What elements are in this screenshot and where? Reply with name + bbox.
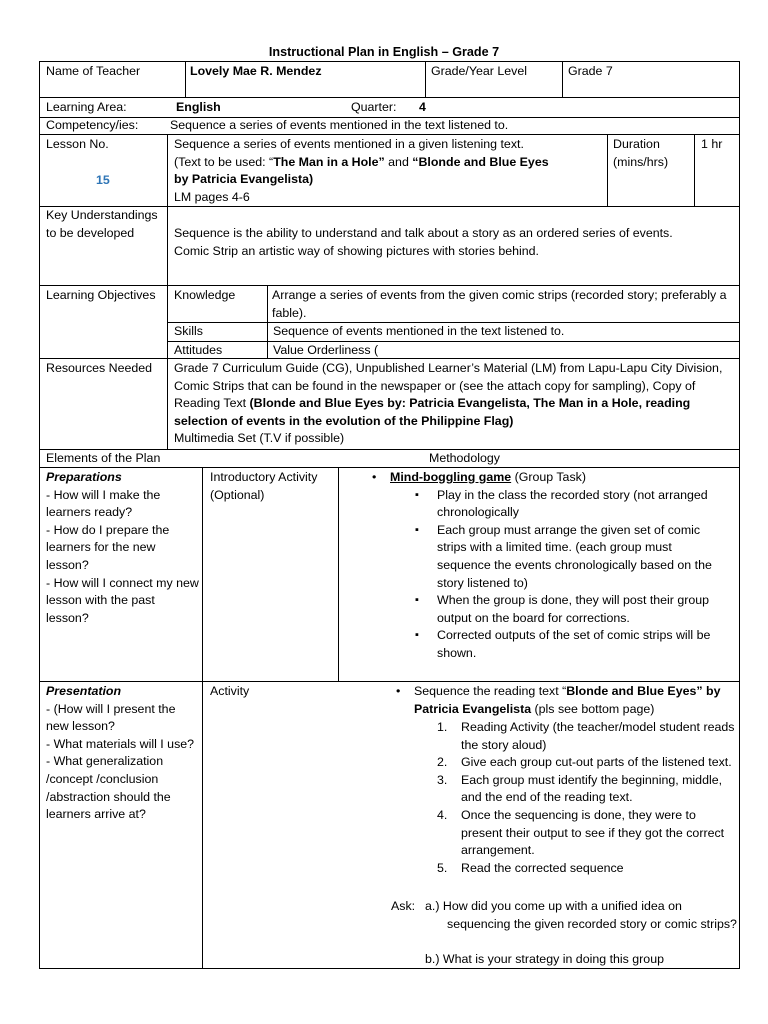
game-step: ▪ When the group is done, they will post their group output on the board for corrections.	[437, 592, 717, 627]
competency-label: Competency/ies:	[46, 118, 139, 132]
preparations-question-1: - How will I make the learners ready?	[46, 487, 161, 520]
activity-content	[414, 683, 736, 718]
game-title: Mind-boggling game	[390, 470, 512, 484]
row-divider	[39, 285, 740, 286]
presentation-column	[46, 683, 199, 824]
teacher-name: Lovely Mae R. Mendez	[190, 64, 322, 78]
column-divider	[185, 61, 186, 97]
activity-step: 4. Once the sequencing is done, they were to present their output to see if they got the correct arrangement.	[437, 807, 725, 858]
sequence-note: (pls see bottom page)	[531, 701, 655, 716]
column-divider	[562, 61, 563, 97]
quarter-value: 4	[419, 100, 426, 114]
competency-value: Sequence a series of events mentioned in the text listened to.	[170, 118, 509, 132]
row-divider	[167, 341, 740, 342]
activity-step: 3. Each group must identify the beginning, middle, and the end of the reading text.	[437, 772, 723, 805]
lesson-label: Lesson No.	[46, 137, 109, 151]
presentation-question-1: - (How will I present the new lesson?	[46, 701, 176, 734]
resources-reading-texts: (Blonde and Blue Eyes by: Patricia Evangelista, The Man in a Hole, reading selection of events in the evolution of the Philippine Flag)	[174, 396, 691, 428]
elements-header: Elements of the Plan	[46, 451, 161, 465]
activity-step: 2. Give each group cut-out parts of the listened text.	[437, 755, 732, 770]
objectives-label: Learning Objectives	[46, 288, 156, 302]
row-divider	[39, 681, 740, 682]
row-divider	[39, 97, 740, 98]
column-divider	[167, 134, 168, 449]
skills-value: Sequence of events mentioned in the text listened to.	[273, 324, 565, 338]
preparations-heading: Preparations	[46, 470, 122, 484]
game-step: ▪ Play in the class the recorded story (not arranged chronologically	[437, 487, 717, 522]
resources-multimedia: Multimedia Set (T.V if possible)	[174, 431, 345, 446]
introductory-activity-label: Introductory Activity (Optional)	[210, 470, 318, 502]
area-value: English	[176, 100, 221, 114]
lesson-text-1: The Man in a Hole”	[273, 154, 385, 169]
column-divider	[202, 467, 203, 969]
game-bullet	[390, 469, 738, 487]
activity-steps	[437, 719, 736, 877]
presentation-question-2: - What materials will I use?	[46, 736, 195, 751]
sequence-bullet	[414, 683, 736, 718]
duration-value: 1 hr	[701, 137, 723, 151]
attitudes-value: Value Orderliness (	[273, 343, 379, 357]
lesson-line-1: Sequence a series of events mentioned in a given listening text.	[174, 137, 524, 151]
document-title: Instructional Plan in English – Grade 7	[268, 45, 500, 59]
lesson-pages: LM pages 4-6	[174, 189, 250, 204]
preparations-column	[46, 469, 199, 627]
attitudes-label: Attitudes	[174, 343, 223, 357]
column-divider	[425, 61, 426, 97]
knowledge-value: Arrange a series of events from the given comic strips (recorded story; preferably a fable).	[272, 288, 727, 320]
introductory-activity-content	[390, 469, 738, 663]
game-step: ▪ Corrected outputs of the set of comic strips will be shown.	[437, 627, 717, 662]
teacher-label: Name of Teacher	[46, 64, 141, 78]
game-subtitle: (Group Task)	[511, 470, 586, 484]
presentation-heading: Presentation	[46, 684, 122, 698]
skills-label: Skills	[174, 324, 203, 338]
column-divider	[267, 285, 268, 358]
ask-question-b: b.) What is your strategy in doing this group	[425, 952, 664, 966]
resources-materials: Grade 7 Curriculum Guide (CG), Unpublished Learner’s Material (LM) from Lapu-Lapu City Division, Comic Strips that can be found in the newspaper or (see the attach copy for sampling), Copy of Reading Text	[174, 361, 723, 411]
methodology-header: Methodology	[429, 451, 500, 465]
lesson-number: 15	[96, 173, 110, 187]
game-step: ▪ Each group must arrange the given set of comic strips with a limited time. (each group must sequence the events chronologically based on the story listened to)	[437, 522, 717, 592]
grade-label: Grade/Year Level	[431, 64, 527, 78]
presentation-question-3: - What generalization /concept /conclusion /abstraction should the learners arrive at?	[46, 754, 171, 822]
activity-step: 5. Read the corrected sequence	[437, 860, 624, 875]
key-understandings-label: Key Understandings to be developed	[46, 208, 158, 240]
key-understanding-2: Comic Strip an artistic way of showing pictures with stories behind.	[174, 243, 539, 258]
preparations-question-2: - How do I prepare the learners for the new lesson?	[46, 522, 170, 572]
row-divider	[39, 358, 740, 359]
lesson-text-and: and	[384, 154, 413, 169]
column-divider	[338, 467, 339, 681]
key-understanding-1: Sequence is the ability to understand and talk about a story as an ordered series of events.	[174, 226, 673, 240]
column-divider	[694, 134, 695, 206]
knowledge-label: Knowledge	[174, 288, 236, 302]
activity-label: Activity	[210, 684, 250, 698]
grade-value: Grade 7	[568, 64, 613, 78]
quarter-label: Quarter:	[351, 100, 397, 114]
resources-label: Resources Needed	[46, 361, 153, 375]
lesson-line-3: by Patricia Evangelista)	[174, 172, 314, 187]
lesson-description	[174, 136, 604, 206]
duration-label: Duration (mins/hrs)	[613, 137, 669, 169]
preparations-question-3: - How will I connect my new lesson with the past lesson?	[46, 575, 199, 625]
lesson-line-2	[174, 154, 604, 172]
resources-text	[174, 360, 736, 448]
activity-step: 1. Reading Activity (the teacher/model student reads the story aloud)	[437, 720, 735, 752]
ask-question-a: a.) How did you come up with a unified idea on sequencing the given recorded story or comic strips?	[425, 899, 737, 931]
sequence-title: Blonde and Blue Eyes” by Patricia Evangelista	[414, 684, 721, 716]
lesson-text-2: “Blonde and Blue Eyes	[412, 154, 549, 169]
lesson-text-prefix: (Text to be used: “	[174, 154, 274, 169]
sequence-prefix: Sequence the reading text “	[414, 684, 567, 698]
column-divider	[607, 134, 608, 206]
ask-label: Ask:	[391, 899, 416, 913]
area-label: Learning Area:	[46, 100, 127, 114]
key-understandings-text	[174, 225, 732, 260]
